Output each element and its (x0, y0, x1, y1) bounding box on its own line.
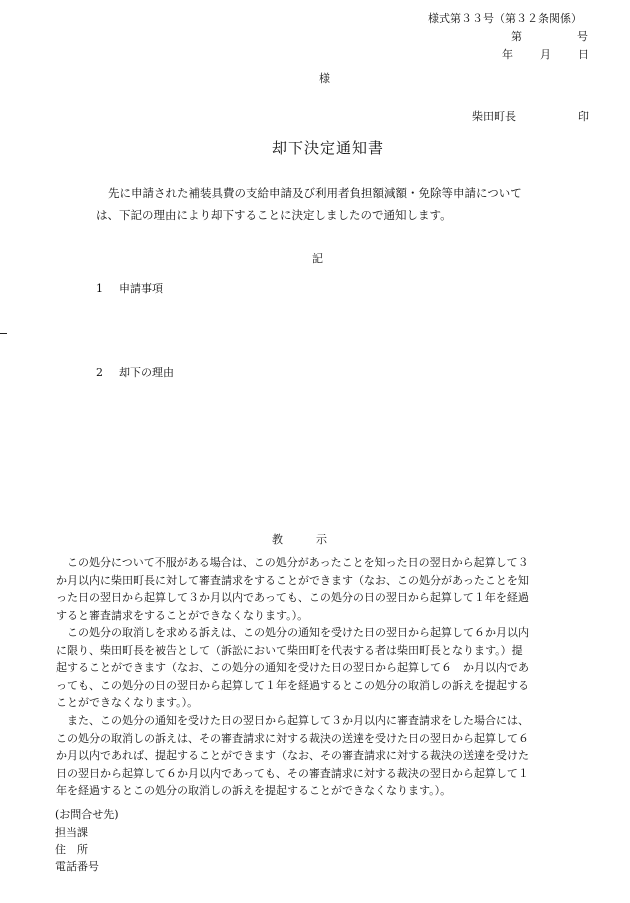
date-year: 年 (502, 48, 513, 61)
section-2-number: 2 (96, 366, 103, 379)
notice-heading: 教 示 (272, 533, 327, 546)
notice-line: 年を経過するとこの処分の取消しの訴えを提起することができなくなります。）。 (56, 784, 452, 798)
section-1-label: 申請事項 (119, 282, 163, 295)
notice-line: か月以内に柴田町長に対して審査請求をすることができます（なお、この処分があったことを知 (56, 573, 529, 587)
doc-number-suffix: 号 (577, 30, 588, 43)
section-2-label: 却下の理由 (119, 366, 174, 379)
notice-paragraph-2 (56, 624, 586, 712)
contact-phone: 電話番号 (55, 860, 99, 873)
intro-text (96, 182, 576, 226)
notice-line: っても、この処分の日の翌日から起算して１年を経過するとこの処分の取消しの訴えを提起する (56, 678, 529, 692)
notice-line: 日の翌日から起算して６か月以内であっても、その審査請求に対する裁決の翌日から起算して１ (56, 766, 529, 780)
margin-tick-mark (0, 333, 7, 334)
issuer-name: 柴田町長 (472, 110, 516, 123)
intro-line-1: 先に申請された補装具費の支給申請及び利用者負担額減額・免除等申請について (108, 186, 522, 200)
ki-heading: 記 (312, 252, 323, 265)
notice-paragraph-3 (56, 712, 586, 800)
document-title: 却下決定通知書 (272, 139, 385, 157)
notice-line: った日の翌日から起算して３か月以内であっても、この処分の日の翌日から起算して１年を経過 (56, 591, 529, 605)
contact-heading: (お問合せ先) (55, 808, 119, 821)
contact-address: 住 所 (55, 843, 88, 856)
date-month: 月 (540, 48, 551, 61)
recipient-suffix: 様 (319, 72, 330, 85)
notice-paragraph-1 (56, 554, 586, 624)
section-1-number: 1 (96, 282, 103, 295)
notice-line: ことができなくなります。）。 (56, 696, 199, 710)
form-number: 様式第３３号（第３２条関係） (428, 12, 582, 25)
notice-line: この処分の取消しを求める訴えは、この処分の通知を受けた日の翌日から起算して６か月以内 (56, 626, 529, 639)
doc-number-prefix: 第 (511, 30, 522, 43)
date-day: 日 (578, 48, 589, 61)
intro-line-2: は、下記の理由により却下することに決定しましたので通知します。 (96, 208, 452, 222)
notice-line: か月以内であれば、提起することができます（なお、その審査請求に対する裁決の送達を受けた (56, 749, 529, 763)
notice-line: この処分の取消しの訴えは、その審査請求に対する裁決の送達を受けた日の翌日から起算して６ (56, 731, 529, 745)
notice-line: また、この処分の通知を受けた日の翌日から起算して３か月以内に審査請求をした場合には、 (56, 714, 529, 727)
notice-line: すると審査請求をすることができなくなります。）。 (56, 608, 309, 622)
notice-line: に限り、柴田町長を被告として（訴訟において柴田町を代表する者は柴田町長となります。）提 (56, 643, 523, 657)
seal-mark: 印 (578, 110, 589, 123)
contact-department: 担当課 (55, 826, 88, 839)
notice-line: 起することができます（なお、この処分の通知を受けた日の翌日から起算して６ か月以内であ (56, 661, 529, 675)
notice-line: この処分について不服がある場合は、この処分があったことを知った日の翌日から起算して３ (56, 556, 529, 569)
